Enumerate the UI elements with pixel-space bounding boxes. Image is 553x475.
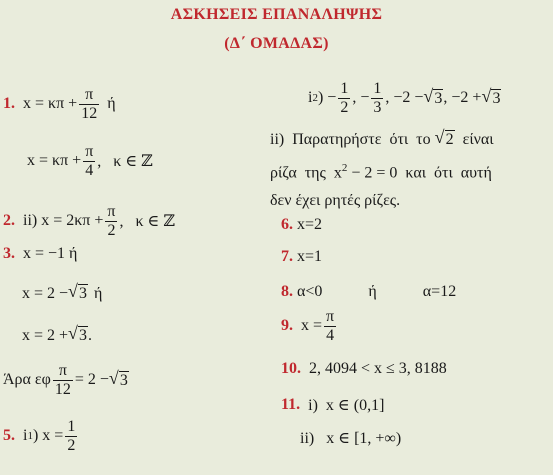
exercise-number: 11. [281, 396, 301, 413]
exercise-3-line-4 [3, 362, 129, 398]
fraction: $\frac{\pi}{12}$ [81, 86, 98, 122]
expr: x = [301, 317, 323, 335]
expr: x = 2 − [22, 284, 69, 302]
exercise-10 [281, 360, 447, 378]
exercise-number: 2. [3, 212, 15, 230]
expr: x = κπ + [27, 152, 82, 170]
exercise-5-i2 [308, 80, 501, 116]
exercise-number: 9. [281, 317, 293, 335]
page-subtitle: (Δ΄ ΟΜΑΔΑΣ) [224, 35, 329, 52]
expr: x = κπ + [23, 95, 78, 113]
fraction: $\frac{1}{2}$ [67, 418, 76, 454]
exercise-1-line-1 [3, 86, 116, 122]
expr: x = 2 + [22, 326, 69, 344]
expr: , − [352, 89, 370, 107]
expr: ή [368, 283, 377, 300]
fraction: $\frac{\pi}{4}$ [326, 308, 335, 344]
exercise-7 [281, 248, 322, 266]
exercise-11-line-1 [281, 395, 384, 415]
expr: i [308, 89, 313, 107]
expr: 2, 4094 < x ≤ 3, 8188 [309, 360, 447, 377]
sqrt: √ 3 [482, 89, 501, 108]
fraction: $\frac{1}{2}$ [340, 80, 349, 116]
expr: ή [107, 95, 116, 113]
expr: x = −1 ή [23, 245, 78, 262]
exercise-3-line-1 [3, 245, 77, 263]
exercise-3-line-3 [22, 326, 92, 345]
expr: ) x = [32, 427, 64, 445]
fraction: $\frac{\pi}{12}$ [54, 362, 71, 398]
expr: , −2 + [443, 89, 482, 107]
sqrt: √ 3 [69, 284, 88, 303]
expr: x=2 [297, 216, 323, 233]
subscript: 1 [27, 430, 33, 443]
exercise-number: 8. [281, 283, 293, 300]
exercise-number: 6. [281, 216, 293, 233]
exercise-11-line-2 [300, 428, 401, 448]
fraction: $\frac{1}{3}$ [373, 80, 382, 116]
expr: i [23, 427, 28, 445]
exercise-5-ii-paragraph [270, 126, 545, 215]
expr: x=1 [297, 248, 323, 265]
expr: . [88, 326, 93, 344]
expr: Άρα εφ [3, 371, 51, 389]
exercise-5 [3, 418, 79, 454]
expr: ή [94, 284, 103, 302]
expr: ii) x ∈ [1, +∞) [300, 430, 402, 447]
sqrt: √ 3 [69, 326, 88, 345]
exercise-number: 10. [281, 360, 301, 377]
text: δεν έχει ρητές ρίζες. [270, 192, 401, 210]
text: ii) Παρατηρήστε ότι το [270, 131, 435, 148]
expr: ) − [317, 89, 337, 107]
fraction: $\frac{\pi}{4}$ [85, 143, 94, 179]
expr: ii) x = 2κπ + [23, 212, 104, 230]
subscript: 2 [312, 92, 318, 105]
fraction: $\frac{\pi}{2}$ [107, 203, 116, 239]
exercise-number: 7. [281, 248, 293, 265]
expr: , κ ∈ ℤ [119, 213, 176, 231]
superscript: 2 [341, 162, 348, 174]
expr: α<0 [297, 283, 323, 300]
sqrt: √ 2 [436, 126, 455, 154]
exercise-2 [3, 203, 175, 239]
text: είναι [454, 131, 494, 148]
sqrt: √ 3 [424, 89, 443, 108]
text: − 2 = 0 και ότι αυτή [347, 164, 492, 182]
exercise-9 [281, 308, 338, 344]
page-title: ΑΣΚΗΣΕΙΣ ΕΠΑΝΑΛΗΨΗΣ [170, 6, 383, 23]
expr: , −2 − [385, 89, 424, 107]
expr: α=12 [422, 283, 457, 300]
exercise-number: 5. [3, 427, 15, 445]
exercise-3-line-2 [22, 284, 102, 303]
exercise-6 [281, 216, 322, 234]
text: ρίζα της x [270, 164, 342, 182]
exercise-number: 1. [3, 95, 15, 113]
exercise-1-line-2 [27, 143, 153, 179]
exercise-number: 3. [3, 245, 15, 262]
sqrt: √ 3 [110, 371, 129, 390]
expr: , κ ∈ ℤ [97, 153, 153, 171]
expr: = 2 − [74, 371, 109, 389]
exercise-8 [281, 283, 456, 301]
expr: i) x ∈ (0,1] [308, 397, 385, 414]
